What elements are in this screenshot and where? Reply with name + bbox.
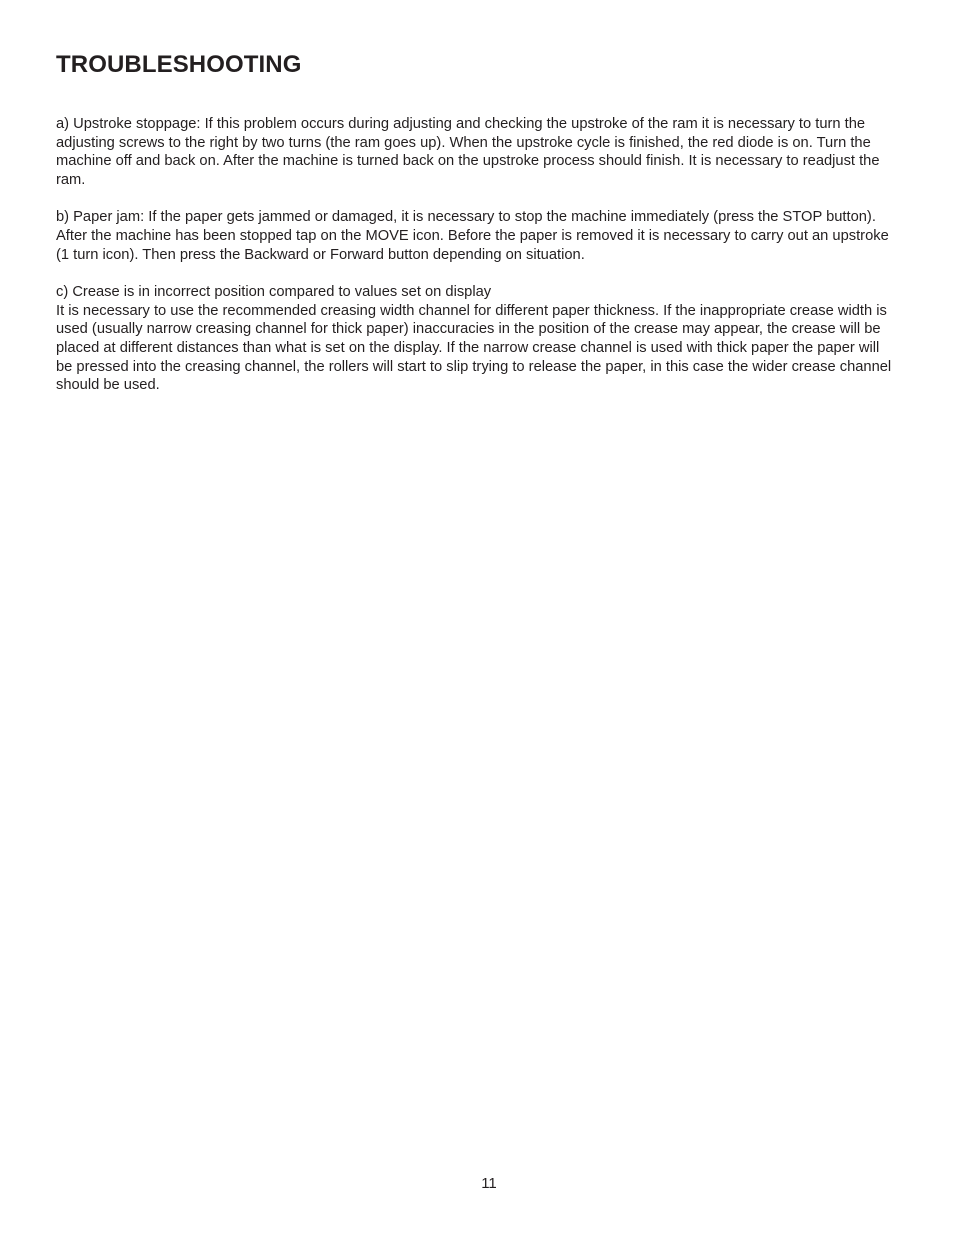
paragraph-paper-jam: b) Paper jam: If the paper gets jammed or damaged, it is necessary to stop the machine immediately (press the STOP button). After the machine has been stopped tap on the MOVE icon. Before the paper is removed it is necessary to carry out an upstroke (1 turn icon). Then press the Backward or Forward button depending on situation. xyxy=(56,209,889,263)
paragraph-crease-heading: c) Crease is in incorrect position compared to values set on display xyxy=(56,283,492,300)
section-upstroke-stoppage xyxy=(56,115,898,190)
section-paper-jam xyxy=(56,208,898,264)
section-crease-position xyxy=(56,283,898,395)
paragraph-upstroke-stoppage: a) Upstroke stoppage: If this problem occurs during adjusting and checking the upstroke of the ram it is necessary to turn the adjusting screws to the right by two turns (the ram goes up). When the upstroke cycle is finished, the red diode is on. Turn the machine off and back on. After the machine is turned back on the upstroke process should finish. It is necessary to readjust the ram. xyxy=(56,116,880,189)
paragraph-crease-body: It is necessary to use the recommended creasing width channel for different paper thickness. If the inappropriate crease width is used (usually narrow creasing channel for thick paper) inaccuracies in the position of the crease may appear, the crease will be placed at different distances than what is set on the display. If the narrow crease channel is used with thick paper the paper will be pressed into the creasing channel, the rollers will start to slip trying to release the paper, in this case the wider crease channel should be used. xyxy=(56,302,892,394)
page-number: 11 xyxy=(481,1175,497,1192)
document-body xyxy=(56,115,898,414)
page-title: TROUBLESHOOTING xyxy=(56,51,302,78)
